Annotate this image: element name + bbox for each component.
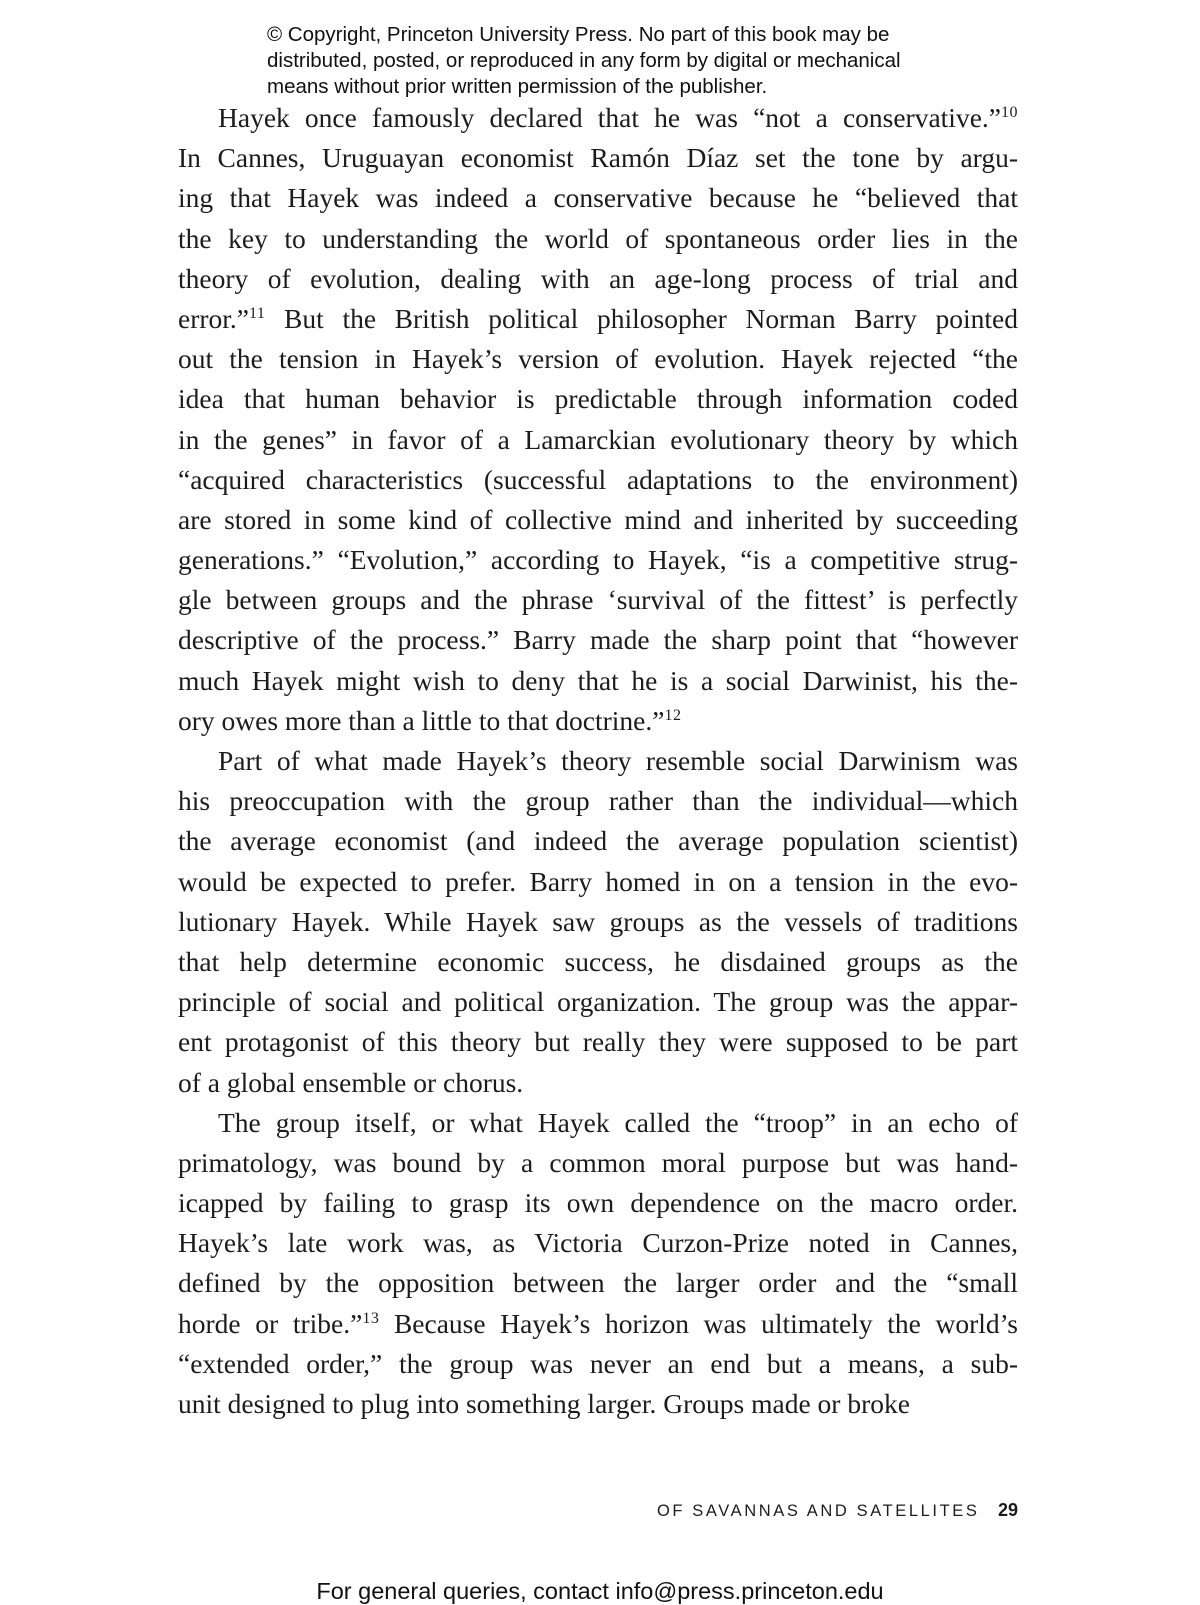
- copyright-line: distributed, posted, or reproduced in any form by digital or mechanical: [267, 49, 901, 72]
- running-footer: [657, 1500, 1018, 1521]
- line-text: “acquired characteristics (successful adaptations to the environment): [178, 463, 1018, 495]
- line-text: In Cannes, Uruguayan economist Ramón Díaz set the tone by argu-: [178, 142, 1018, 174]
- text-line: [178, 902, 1018, 942]
- line-text: ing that Hayek was indeed a conservative because he “believed that: [178, 182, 1018, 214]
- line-text: the average economist (and indeed the average population scientist): [178, 825, 1018, 857]
- text-line: [178, 862, 1018, 902]
- line-text: of a global ensemble or chorus.: [178, 1066, 524, 1098]
- text-line: [178, 420, 1018, 460]
- line-text: much Hayek might wish to deny that he is a social Darwinist, his the-: [178, 664, 1018, 696]
- line-text: Because Hayek’s horizon was ultimately the world’s: [379, 1307, 1018, 1339]
- text-line: [178, 138, 1018, 178]
- copyright-line: means without prior written permission of the publisher.: [267, 75, 768, 98]
- text-line: [178, 500, 1018, 540]
- text-line: [178, 98, 1018, 138]
- line-text: But the British political philosopher Norman Barry pointed: [265, 302, 1018, 334]
- line-text: Part of what made Hayek’s theory resemble social Darwinism was: [218, 745, 1018, 776]
- line-text: theory of evolution, dealing with an age-long process of trial and: [178, 262, 1018, 294]
- copyright-notice: [267, 22, 987, 100]
- line-text: the key to understanding the world of spontaneous order lies in the: [178, 222, 1018, 254]
- line-text: “extended order,” the group was never an end but a means, a sub-: [178, 1347, 1018, 1379]
- text-line: [178, 701, 1018, 741]
- text-line: [178, 1103, 1018, 1143]
- line-text: his preoccupation with the group rather than the individual—which: [178, 785, 1018, 817]
- text-line: [178, 982, 1018, 1022]
- line-text: icapped by failing to grasp its own dependence on the macro order.: [178, 1187, 1018, 1219]
- text-line: [178, 178, 1018, 218]
- line-text: that help determine economic success, he disdained groups as the: [178, 945, 1018, 977]
- text-line: [178, 460, 1018, 500]
- contact-line: For general queries, contact info@press.princeton.edu: [316, 1578, 884, 1604]
- text-line: [178, 540, 1018, 580]
- line-text: gle between groups and the phrase ‘survival of the fittest’ is perfectly: [178, 584, 1018, 616]
- text-line: [178, 781, 1018, 821]
- text-line: [178, 1384, 1018, 1424]
- line-text: out the tension in Hayek’s version of evolution. Hayek rejected “the: [178, 343, 1018, 375]
- footnote-marker[interactable]: 13: [362, 1309, 380, 1327]
- running-footer-title: OF SAVANNAS AND SATELLITES: [657, 1502, 980, 1520]
- line-text: in the genes” in favor of a Lamarckian evolutionary theory by which: [178, 423, 1018, 455]
- body-text: [178, 98, 1018, 1424]
- paragraph: [178, 1103, 1018, 1425]
- line-text: idea that human behavior is predictable through information coded: [178, 383, 1018, 415]
- text-line: [178, 580, 1018, 620]
- line-text: principle of social and political organization. The group was the appar-: [178, 986, 1018, 1018]
- line-text: unit designed to plug into something larger. Groups made or broke: [178, 1388, 910, 1419]
- line-text: error.”: [178, 302, 249, 334]
- line-text: The group itself, or what Hayek called the “troop” in an echo of: [218, 1106, 1018, 1138]
- copyright-line: © Copyright, Princeton University Press. No part of this book may be: [267, 23, 890, 46]
- line-text: lutionary Hayek. While Hayek saw groups as the vessels of traditions: [178, 905, 1018, 937]
- line-text: primatology, was bound by a common moral purpose but was hand-: [178, 1146, 1018, 1178]
- line-text: generations.” “Evolution,” according to Hayek, “is a competitive strug-: [178, 544, 1018, 576]
- page-number: 29: [997, 1500, 1018, 1520]
- text-line: [178, 219, 1018, 259]
- text-line: [178, 661, 1018, 701]
- footnote-marker[interactable]: 11: [249, 304, 266, 322]
- footnote-marker[interactable]: 10: [1001, 104, 1018, 121]
- line-text: descriptive of the process.” Barry made the sharp point that “however: [178, 624, 1018, 656]
- text-line: [178, 821, 1018, 861]
- line-text: ory owes more than a little to that doctrine.”: [178, 704, 665, 736]
- text-line: [178, 1223, 1018, 1263]
- line-text: horde or tribe.”: [178, 1307, 363, 1339]
- text-line: [178, 1263, 1018, 1303]
- line-text: defined by the opposition between the larger order and the “small: [178, 1267, 1018, 1299]
- text-line: [178, 1143, 1018, 1183]
- text-line: [178, 259, 1018, 299]
- text-line: [178, 1022, 1018, 1062]
- text-line: [178, 1344, 1018, 1384]
- paragraph: [178, 741, 1018, 1103]
- footnote-marker[interactable]: 12: [664, 706, 682, 724]
- text-line: [178, 339, 1018, 379]
- line-text: ent protagonist of this theory but really they were supposed to be part: [178, 1026, 1018, 1058]
- text-line: [178, 1063, 1018, 1103]
- line-text: Hayek once famously declared that he was “not a conservative.”: [218, 102, 1001, 133]
- text-line: [178, 942, 1018, 982]
- line-text: would be expected to prefer. Barry homed in on a tension in the evo-: [178, 865, 1018, 897]
- text-line: [178, 741, 1018, 781]
- line-text: are stored in some kind of collective mind and inherited by succeeding: [178, 503, 1018, 535]
- text-line: [178, 1304, 1018, 1344]
- paragraph: [178, 98, 1018, 741]
- text-line: [178, 620, 1018, 660]
- line-text: Hayek’s late work was, as Victoria Curzon-Prize noted in Cannes,: [178, 1227, 1018, 1259]
- text-line: [178, 379, 1018, 419]
- text-line: [178, 299, 1018, 339]
- text-line: [178, 1183, 1018, 1223]
